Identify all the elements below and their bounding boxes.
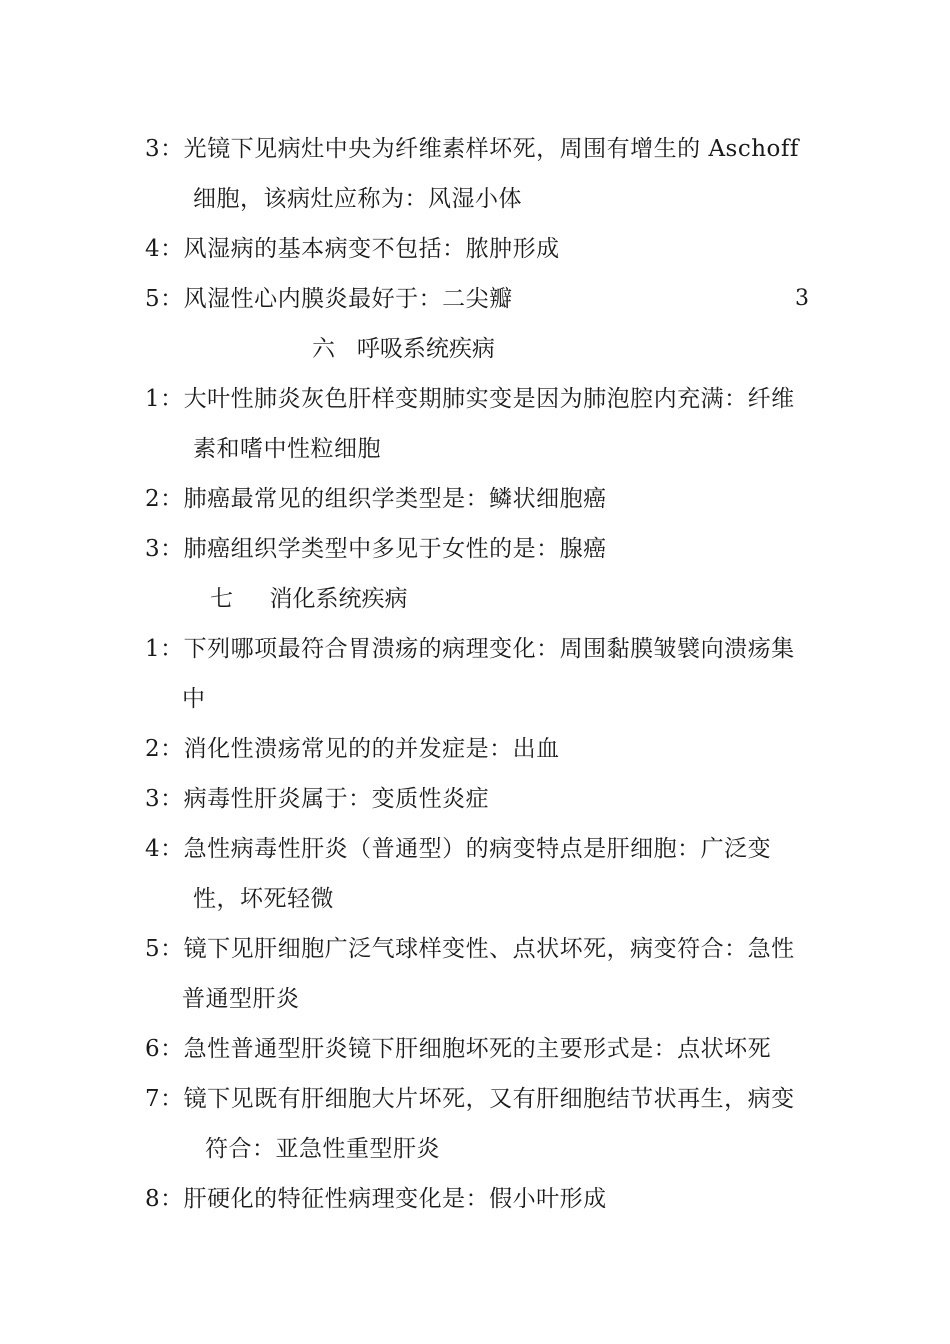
item-number: 1： [145,636,184,662]
list-item [145,1184,607,1214]
item-text: 消化性溃疡常见的的并发症是：出血 [183,736,560,762]
item-number: 5： [145,286,184,312]
item-text: 光镜下见病灶中央为纤维素样坏死，周围有增生的 Aschoff [183,136,799,162]
list-item-continuation [205,1134,440,1164]
item-number: 4： [145,836,184,862]
item-text: 大叶性肺炎灰色肝样变期肺实变是因为肺泡腔内充满：纤维 [183,386,795,412]
item-text: 风湿性心内膜炎最好于：二尖瓣 [183,286,513,312]
item-number: 3： [145,136,184,162]
item-text: 肝硬化的特征性病理变化是：假小叶形成 [183,1186,607,1212]
item-number: 2： [145,736,184,762]
item-number: 8： [145,1186,184,1212]
list-item-continuation [193,884,334,914]
list-item-continuation [193,184,522,214]
list-item [145,284,513,314]
list-item [145,1034,771,1064]
item-text: 急性普通型肝炎镜下肝细胞坏死的主要形式是：点状坏死 [183,1036,772,1062]
item-number: 7： [145,1086,184,1112]
list-item [145,134,799,164]
list-item-continuation [182,984,300,1014]
list-item [145,484,607,514]
list-item [145,734,560,764]
section-heading-digestive: 七 消化系统疾病 [210,586,408,612]
item-number: 3： [145,536,184,562]
item-text: 肺癌最常见的组织学类型是：鳞状细胞癌 [183,486,607,512]
item-text: 镜下见肝细胞广泛气球样变性、点状坏死，病变符合：急性 [183,936,795,962]
item-number: 1： [145,386,184,412]
item-text: 镜下见既有肝细胞大片坏死，又有肝细胞结节状再生，病变 [183,1086,795,1112]
item-text: 细胞，该病灶应称为：风湿小体 [193,186,522,212]
section-heading-respiratory: 六 呼吸系统疾病 [312,336,495,362]
list-item [145,384,795,414]
item-number: 4： [145,236,184,262]
page-number: 3 [795,286,809,311]
item-number: 5： [145,936,184,962]
item-number: 6： [145,1036,184,1062]
item-text: 普通型肝炎 [182,986,300,1012]
item-text: 病毒性肝炎属于：变质性炎症 [183,786,490,812]
item-text: 素和嗜中性粒细胞 [193,436,381,462]
list-item [145,834,771,864]
list-item [145,1084,795,1114]
list-item [145,534,607,564]
item-text: 肺癌组织学类型中多见于女性的是：腺癌 [183,536,607,562]
item-text: 急性病毒性肝炎（普通型）的病变特点是肝细胞：广泛变 [183,836,772,862]
item-text: 下列哪项最符合胃溃疡的病理变化：周围黏膜皱襞向溃疡集 [183,636,795,662]
list-item-continuation [182,684,206,714]
list-item [145,234,560,264]
item-text: 性，坏死轻微 [193,886,334,912]
list-item [145,934,795,964]
list-item-continuation [193,434,381,464]
item-text: 风湿病的基本病变不包括：脓肿形成 [183,236,560,262]
list-item [145,784,489,814]
item-number: 3： [145,786,184,812]
item-text: 中 [182,686,206,712]
item-number: 2： [145,486,184,512]
item-text: 符合：亚急性重型肝炎 [205,1136,440,1162]
list-item [145,634,795,664]
